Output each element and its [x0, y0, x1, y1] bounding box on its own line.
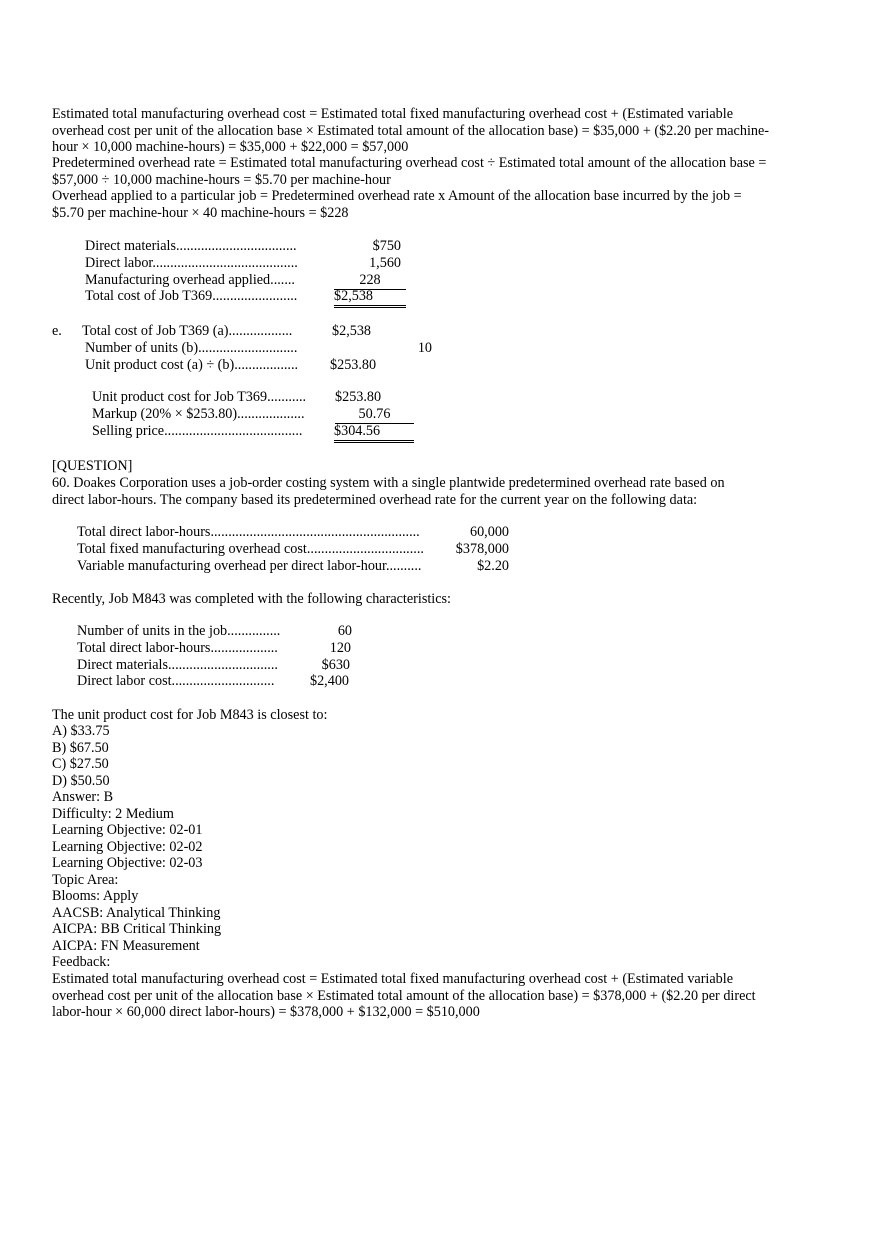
feedback-predetermined-rate: Predetermined overhead rate = Estimated total manufacturing overhead cost ÷ Estimated total amount of the allocation base = $57,000 ÷ 10,000 machine-hours = $5.70 per machine-hour [52, 155, 767, 188]
answer-line: Answer: B [52, 789, 114, 805]
question-prompt: The unit product cost for Job M843 is closest to: [52, 707, 328, 723]
question-feedback: Estimated total manufacturing overhead cost = Estimated total fixed manufacturing overhead cost + (Estimated variable overhead cost per unit of the allocation base × Estimated total amount of the allocation base) = $378,000 + ($2.20 per direct labor-hour × 60,000 direct labor-hours) = $378,000 + $132,000 = $510,000 [52, 971, 756, 1020]
option-d: D) $50.50 [52, 773, 110, 789]
topic-area-line: Topic Area: [52, 872, 119, 888]
difficulty-line: Difficulty: 2 Medium [52, 806, 174, 822]
document-page: Estimated total manufacturing overhead cost = Estimated total fixed manufacturing overhead cost + (Estimated variable overhead cost per unit of the allocation base × Estimated total amount of the allocation base) = $35,000 + ($2.20 per machine-hour × 10,000 machine-hours) = $35,000 + $22,000 = $57,000 Predetermined overhead rate = Estimated total manufacturing overhead cost ÷ Estimated total amount of the allocation base = $57,000 ÷ 10,000 machine-hours = $5.70 per machine-hour Overhead applied to a particular job = Predetermined overhead rate x Amount of the allocation base incurred by the job = $5.70 per machine-hour × 40 machine-hours = $228 Direct materials.................................. $750 Direct labor......................................... 1,560 Manufacturing overhead applied....... 228 Total cost of Job T369........................ $2,538 e. Total cost of Job T369 (a).................. $2,538 Number of units (b)............................ 10 Unit product cost (a) ÷ (b).................. $253.80 Unit product cost for Job T369........... $253.80 Markup (20% × $253.80)................... 50.76 Selling price....................................... $304.56 [QUESTION] 60. Doakes Corporation uses a job-order costing system with a single plantwide predetermined overhead rate based on direct labor-hours. The company based its predetermined overhead rate for the current year on the following data: Total direct labor-hours........................................................... 60,000 Total fixed manufacturing overhead cost................................. $378,000 Variable manufacturing overhead per direct labor-hour.......... $2.20 Recently, Job M843 was completed with the following characteristics: Number of units in the job............... 60 Total direct labor-hours................... 120 Direct materials............................... $630 Direct labor cost............................. $2,400 The unit product cost for Job M843 is closest to: A) $33.75 B) $67.50 C) $27.50 D) $50.50 Answer: B Difficulty: 2 Medium Learning Objective: 02-01 Learning Objective: 02-02 Learning Objective: 02-03 Topic Area: Blooms: Apply AACSB: Analytical Thinking AICPA: BB Critical Thinking AICPA: FN Measurement Feedback: Estimated total manufacturing overhead cost = Estimated total fixed manufacturing overhead cost + (Estimated variable overhead cost per unit of the allocation base × Estimated total amount of the allocation base) = $378,000 + ($2.20 per direct labor-hour × 60,000 direct labor-hours) = $378,000 + $132,000 = $510,000 [0, 0, 880, 1247]
option-a: A) $33.75 [52, 723, 110, 739]
blooms-line: Blooms: Apply [52, 888, 139, 904]
feedback-label: Feedback: [52, 954, 111, 970]
feedback-total-overhead: Estimated total manufacturing overhead cost = Estimated total fixed manufacturing overhead cost + (Estimated variable overhead cost per unit of the allocation base × Estimated total amount of the allocation base) = $35,000 + ($2.20 per machine-hour × 10,000 machine-hours) = $35,000 + $22,000 = $57,000 [52, 106, 770, 155]
learning-objective-line: Learning Objective: 02-02 [52, 839, 203, 855]
option-c: C) $27.50 [52, 756, 109, 772]
aicpa-line: AICPA: BB Critical Thinking [52, 921, 222, 937]
learning-objective-line: Learning Objective: 02-01 [52, 822, 203, 838]
question-tag: [QUESTION] [52, 458, 133, 474]
question-text: 60. Doakes Corporation uses a job-order costing system with a single plantwide predetermined overhead rate based on direct labor-hours. The company based its predetermined overhead rate for the current year on the following data: [52, 475, 725, 508]
job-intro-text: Recently, Job M843 was completed with the following characteristics: [52, 591, 451, 607]
part-e-marker: e. [52, 323, 62, 339]
aicpa-line: AICPA: FN Measurement [52, 938, 200, 954]
option-b: B) $67.50 [52, 740, 109, 756]
feedback-overhead-applied: Overhead applied to a particular job = Predetermined overhead rate x Amount of the allocation base incurred by the job = $5.70 per machine-hour × 40 machine-hours = $228 [52, 188, 742, 221]
learning-objective-line: Learning Objective: 02-03 [52, 855, 203, 871]
aacsb-line: AACSB: Analytical Thinking [52, 905, 221, 921]
